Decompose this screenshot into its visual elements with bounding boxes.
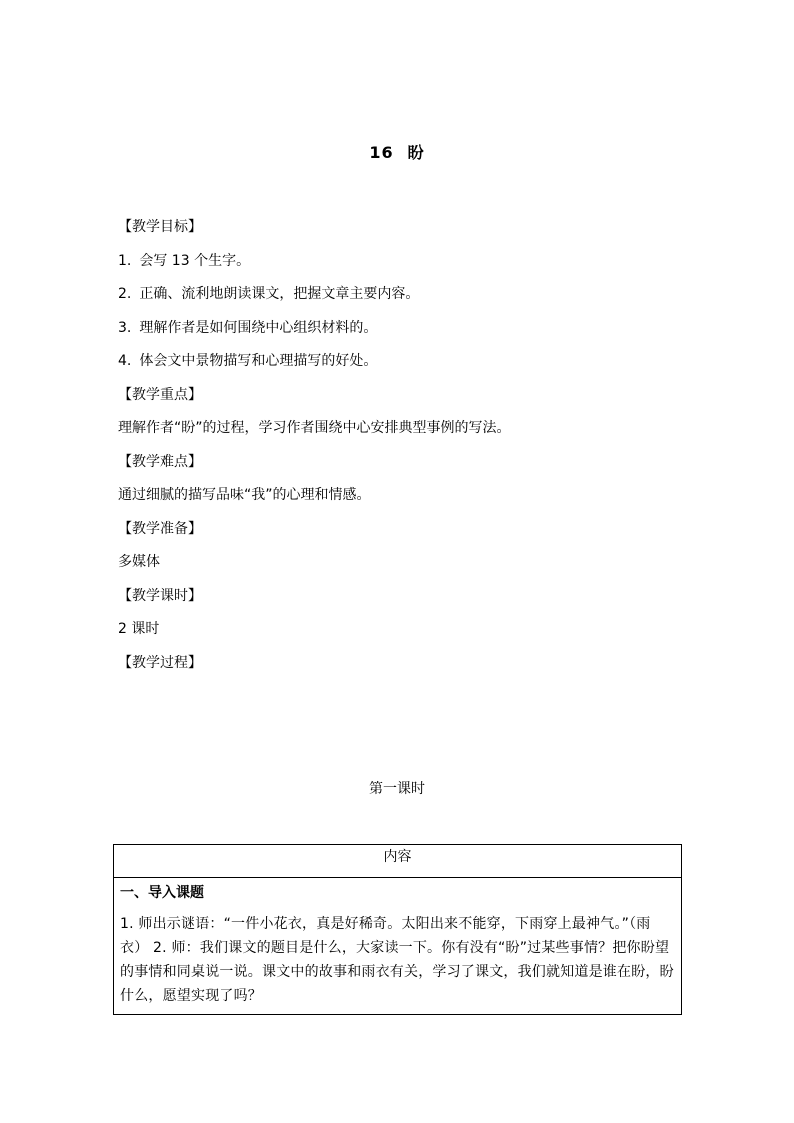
table-header-row <box>114 845 682 878</box>
objective-text: 体会文中景物描写和心理描写的好处。 <box>139 353 378 369</box>
preparation-heading: 【教学准备】 <box>118 520 202 537</box>
objective-item <box>118 317 698 351</box>
table-header-cell: 内容 <box>114 845 682 878</box>
difficulties-text: 通过细腻的描写品味“我”的心理和情感。 <box>118 487 371 503</box>
objective-number: 2. <box>118 286 132 302</box>
objective-number: 3. <box>118 319 132 336</box>
key-points-text: 理解作者“盼”的过程，学习作者围绕中心安排典型事例的写法。 <box>118 420 511 436</box>
objective-number: 1. <box>118 252 132 269</box>
lesson-number: 16 <box>369 143 394 162</box>
objective-item <box>118 250 698 284</box>
objective-text: 理解作者是如何围绕中心组织材料的。 <box>139 319 378 336</box>
objective-text: 会写 13 个生字。 <box>139 252 251 269</box>
objective-item <box>118 283 698 317</box>
table-cell <box>114 878 682 1015</box>
objectives-heading: 【教学目标】 <box>118 219 202 235</box>
objective-item <box>118 350 698 384</box>
objective-number: 4. <box>118 353 132 369</box>
section-body: 1. 师出示谜语：“一件小花衣，真是好稀奇。太阳出来不能穿，下雨穿上最神气。”（雨衣） 2. 师：我们课文的题目是什么，大家读一下。你有没有“盼”过某些事情？把你盼望的事情和同桌说一说。课文中的故事和雨衣有关，学习了课文，我们就知道是谁在盼，盼什么，愿望实现了吗？ <box>120 916 674 1004</box>
page-title <box>0 140 794 163</box>
hours-text: 2 课时 <box>118 621 160 637</box>
lesson-title-text: 盼 <box>407 143 425 162</box>
key-points-heading: 【教学重点】 <box>118 386 202 403</box>
lesson-session-title: 第一课时 <box>369 781 425 797</box>
hours-heading: 【教学课时】 <box>118 587 202 604</box>
objective-text: 正确、流利地朗读课文，把握文章主要内容。 <box>139 286 420 302</box>
table-row <box>114 878 682 1015</box>
section-heading: 一、导入课题 <box>120 885 204 901</box>
preparation-text: 多媒体 <box>118 554 160 570</box>
lesson-plan-body <box>118 216 698 685</box>
process-heading: 【教学过程】 <box>118 654 202 671</box>
lesson-content-table <box>113 844 682 1015</box>
difficulties-heading: 【教学难点】 <box>118 453 202 470</box>
